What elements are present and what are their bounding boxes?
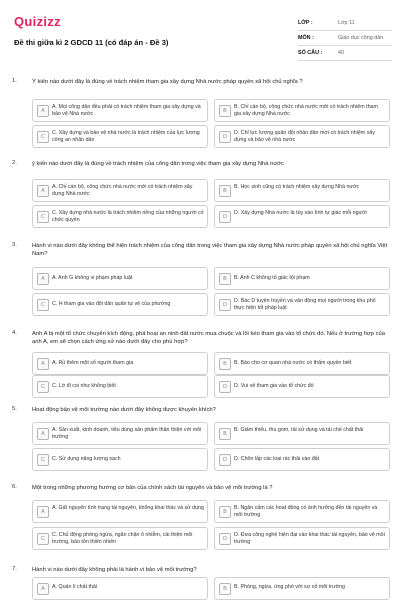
option-c[interactable] [32, 205, 208, 228]
question-number: 2. [12, 160, 17, 166]
option-text: B. Giảm thiểu, thu gom, tái sử dụng và tái chế chất thải [234, 427, 364, 433]
meta-key: MÔN : [298, 35, 314, 41]
question-text: ý kiến nào dưới đây là đúng về trách nhiệm của công dân trong việc tham gia xây dựng Nhà nước [32, 161, 284, 167]
option-a[interactable] [32, 422, 208, 445]
option-letter: A [37, 358, 49, 370]
option-text: D. Vui vẻ tham gia vào tổ chức đó [234, 383, 314, 389]
option-text: B. Học sinh cũng có trách nhiệm xây dựng Nhà nước [234, 184, 360, 190]
option-letter: D [219, 533, 231, 545]
option-text: D. Bác D tuyên truyền và vận động mọi người trong khu phố thực hiện tốt pháp luật [234, 298, 376, 311]
option-b[interactable] [214, 577, 390, 600]
option-c[interactable] [32, 448, 208, 471]
option-letter: C [37, 454, 49, 466]
question-number: 7. [12, 566, 17, 572]
option-d[interactable] [214, 527, 390, 550]
option-letter: A [37, 506, 49, 518]
question-text: Hành vi nào dưới đây không phải là hành vi bảo vệ môi trường? [32, 567, 197, 573]
option-letter: A [37, 428, 49, 440]
option-letter: B [219, 506, 231, 518]
option-c[interactable] [32, 375, 208, 398]
option-a[interactable] [32, 500, 208, 523]
option-text: B. Chỉ cán bộ, công chức nhà nước mới có trách nhiệm tham gia xây dựng Nhà nước [234, 104, 378, 117]
option-text: D. Xây dựng Nhà nước là tùy vào tình tự giác mỗi người [234, 210, 367, 216]
meta-row-class [298, 16, 392, 31]
option-text: C. H tham gia vào đội dân quân tự vệ của phường [52, 301, 171, 307]
question-number: 1. [12, 78, 17, 84]
option-text: B. Anh C không tố giác tội phạm [234, 275, 310, 281]
option-d[interactable] [214, 448, 390, 471]
option-b[interactable] [214, 267, 390, 290]
option-letter: A [37, 273, 49, 285]
question-text: Ý kiến nào dưới đây là đúng về trách nhiệm tham gia xây dựng Nhà nước pháp quyền xã hội chủ nghĩa ? [32, 79, 303, 85]
quizizz-logo[interactable]: Quizizz [14, 14, 61, 29]
option-text: D. Chôn lấp các loại rác thải vào đất [234, 456, 320, 462]
option-letter: C [37, 211, 49, 223]
question-text: Anh A bị một tổ chức chuyên kích động, phá hoại an ninh đất nước mua chuộc và lôi kéo tham gia vào tổ chức đó. Nếu ở trường hợp của anh A, em sẽ chọn cách ứng xử nào dưới đây cho phù hợp? [32, 331, 385, 345]
question-4 [10, 330, 390, 410]
option-text: A. Rủ thêm một số người tham gia [52, 360, 134, 366]
meta-value: Giáo dục công dân [338, 35, 384, 41]
option-letter: B [219, 358, 231, 370]
option-d[interactable] [214, 293, 390, 316]
option-letter: A [37, 185, 49, 197]
option-letter: C [37, 131, 49, 143]
option-text: B. Báo cho cơ quan nhà nước có thẩm quyền biết [234, 360, 352, 366]
option-text: C. Xây dựng và bảo vệ nhà nước là trách nhiệm của lực lượng công an nhân dân [52, 130, 200, 143]
option-text: D. Đưa công nghệ hiện đại vào khai thác tài nguyên, bảo vệ môi trường [234, 532, 385, 545]
option-text: B. Phòng, ngừa, ứng phó với sự cố môi trường [234, 584, 345, 590]
option-d[interactable] [214, 125, 390, 148]
question-number: 4. [12, 330, 17, 336]
meta-row-count [298, 46, 392, 61]
question-number: 6. [12, 484, 17, 490]
question-text: Hoạt động bảo vệ môi trường nào dưới đây không được khuyến khích? [32, 407, 216, 413]
option-letter: D [219, 299, 231, 311]
meta-value: 40 [338, 50, 344, 56]
meta-key: SỐ CÂU : [298, 50, 323, 56]
option-b[interactable] [214, 179, 390, 202]
page-header [8, 8, 392, 64]
option-letter: A [37, 105, 49, 117]
question-2 [10, 160, 390, 230]
option-letter: C [37, 533, 49, 545]
option-text: A. Giữ nguyên tình trạng tài nguyên, không khai thác và sử dụng [52, 505, 204, 511]
option-b[interactable] [214, 422, 390, 445]
question-text: Một trong những phương hướng cơ bản của chính sách tài nguyên và bảo vệ môi trường là ? [32, 485, 273, 491]
option-letter: C [37, 299, 49, 311]
option-text: C. Xây dựng nhà nước là trách nhiệm riêng của những người có chức quyền [52, 210, 204, 223]
question-1 [10, 78, 390, 148]
option-letter: A [37, 583, 49, 595]
option-text: B. Ngăn cấm các hoạt động có ảnh hưởng đến tài nguyên và môi trường [234, 505, 378, 518]
option-c[interactable] [32, 293, 208, 316]
option-text: A. Quản lí chất thải [52, 584, 98, 590]
option-letter: B [219, 428, 231, 440]
option-b[interactable] [214, 500, 390, 523]
option-text: A. Sản xuất, kinh doanh, tiêu dùng sản phẩm thân thiện với môi trường [52, 427, 202, 440]
question-6 [10, 484, 390, 556]
question-5 [10, 406, 390, 474]
option-text: D. Chỉ lực lượng quân đội nhân dân mới có trách nhiệm xây dựng và bảo vệ nhà nước [234, 130, 375, 143]
option-text: A. Mọi công dân đều phải có trách nhiệm tham gia xây dựng và bảo vệ Nhà nước [52, 104, 201, 117]
option-letter: B [219, 105, 231, 117]
option-letter: D [219, 211, 231, 223]
option-letter: C [37, 381, 49, 393]
option-text: C. Chủ động phòng ngừa, ngăn chặn ô nhiễm, cải thiện môi trường, bảo tồn thiên nhiên [52, 532, 193, 545]
option-text: A. Anh G không vi phạm pháp luật [52, 275, 133, 281]
meta-table [298, 16, 392, 61]
option-a[interactable] [32, 99, 208, 122]
option-a[interactable] [32, 577, 208, 600]
meta-row-subject [298, 31, 392, 46]
option-a[interactable] [32, 352, 208, 375]
option-b[interactable] [214, 99, 390, 122]
question-number: 5. [12, 406, 17, 412]
option-text: C. Lờ đi coi như không biết [52, 383, 116, 389]
option-c[interactable] [32, 527, 208, 550]
option-c[interactable] [32, 125, 208, 148]
option-b[interactable] [214, 352, 390, 375]
question-3 [10, 242, 390, 320]
option-text: A. Chỉ cán bộ, công chức nhà nước mới có trách nhiệm xây dựng Nhà nước [52, 184, 193, 197]
question-number: 3. [12, 242, 17, 248]
option-a[interactable] [32, 267, 208, 290]
option-letter: B [219, 583, 231, 595]
meta-value: Lớp 11 [338, 20, 355, 26]
option-d[interactable] [214, 205, 390, 228]
option-letter: B [219, 185, 231, 197]
option-text: C. Sử dụng năng lượng sạch [52, 456, 121, 462]
meta-key: LỚP : [298, 20, 313, 26]
option-d[interactable] [214, 375, 390, 398]
option-letter: B [219, 273, 231, 285]
question-text: Hành vi nào dưới đây không thể hiện trách nhiệm của công dân trong việc tham gia xây dựng Nhà nước pháp quyền xã hội chủ nghĩa Việt Nam? [32, 243, 388, 257]
option-a[interactable] [32, 179, 208, 202]
page-title: Đề thi giữa kì 2 GDCD 11 (có đáp án - Đề 3) [14, 38, 169, 47]
option-letter: D [219, 131, 231, 143]
option-letter: D [219, 381, 231, 393]
option-letter: D [219, 454, 231, 466]
question-7 [10, 566, 390, 600]
